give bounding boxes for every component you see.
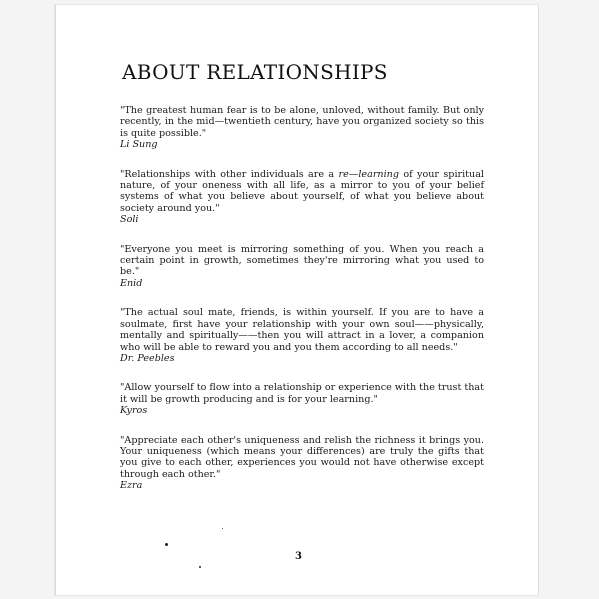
- quote-list: [120, 105, 484, 510]
- quote-text: [120, 105, 484, 139]
- quote-text-part: of your spiritual nature, of your oneness with all life, as a mirror to you of your belief systems of what you believe about yourself, of what you believe about society around you.": [120, 168, 484, 214]
- quote-attribution: Ezra: [120, 480, 143, 492]
- quote-block-soli: [120, 169, 484, 226]
- page-edge-right: [538, 5, 539, 595]
- quote-block-kyros: [120, 382, 484, 416]
- page-number: 3: [295, 551, 302, 562]
- scan-speck: [199, 566, 201, 568]
- quote-block-ezra: [120, 435, 484, 492]
- quote-attribution: Kyros: [120, 405, 148, 417]
- quote-emphasis: re—learning: [338, 168, 399, 180]
- page-edge-left: [55, 5, 56, 595]
- quote-text: [120, 169, 484, 215]
- quote-text-part: "The greatest human fear is to be alone, unloved, without family. But only recently, in the mid—twentieth century, have you organized society so this is quite possible.": [120, 105, 484, 139]
- quote-text-part: "Relationships with other individuals are a: [120, 168, 339, 180]
- quote-text: [120, 244, 484, 278]
- quote-text-part: "Appreciate each other's uniqueness and relish the richness it brings you. Your uniqueness (which means your differences) are truly the gifts that you give to each other, experiences you would not have otherwise except through each other.": [120, 434, 484, 480]
- quote-attribution: Li Sung: [120, 139, 158, 151]
- quote-text-part: "The actual soul mate, friends, is within yourself. If you are to have a soulmate, first have your relationship with your own soul——physically, mentally and spiritually——then you will attract in a lover, a companion who will be able to reward you and you them according to all needs.": [120, 307, 484, 353]
- quote-attribution: Dr. Peebles: [120, 352, 175, 364]
- page-title: ABOUT RELATIONSHIPS: [122, 60, 388, 84]
- quote-block-enid: [120, 244, 484, 290]
- scan-speck: [222, 528, 223, 529]
- quote-attribution: Enid: [120, 277, 143, 289]
- scan-speck: [165, 543, 168, 546]
- quote-attribution: Soli: [120, 214, 139, 226]
- quote-text-part: "Everyone you meet is mirroring something of you. When you reach a certain point in growth, sometimes they're mirroring what you used to be.": [120, 243, 484, 278]
- quote-text: [120, 382, 484, 405]
- quote-text: [120, 435, 484, 481]
- quote-block-li-sung: [120, 105, 484, 151]
- quote-text: [120, 307, 484, 353]
- quote-text-part: "Allow yourself to flow into a relationship or experience with the trust that it will be growth producing and is for your learning.": [120, 382, 484, 405]
- quote-block-dr-peebles: [120, 307, 484, 364]
